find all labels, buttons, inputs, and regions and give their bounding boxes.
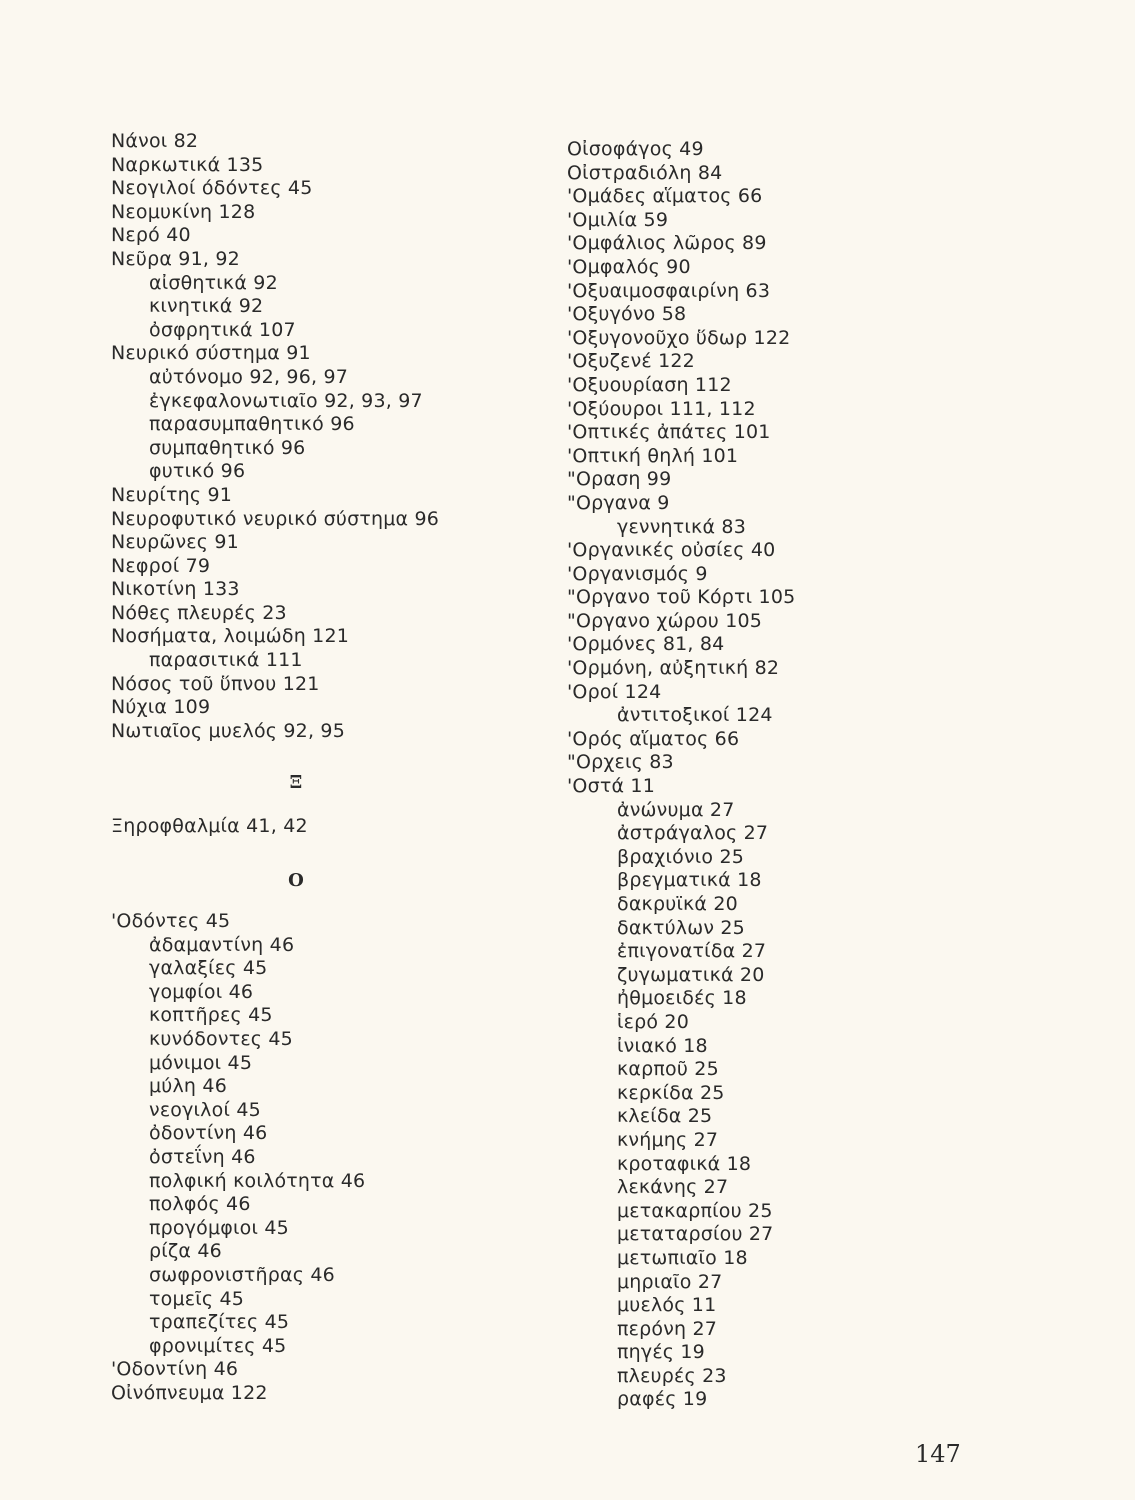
index-entry: 'Ομφάλιος λῶρος 89 (567, 232, 767, 255)
index-entry: Νευροφυτικό νευρικό σύστημα 96 (111, 507, 440, 530)
index-subentry: ἱερό 20 (617, 1010, 690, 1033)
page-number: 147 (915, 1440, 961, 1468)
index-subentry: πηγές 19 (617, 1341, 705, 1364)
index-entry: Νεφροί 79 (111, 554, 211, 577)
index-subentry: μόνιμοι 45 (149, 1051, 253, 1074)
index-subentry: λεκάνης 27 (617, 1176, 729, 1199)
index-section-xi (111, 815, 308, 839)
index-entry: "Ορχεις 83 (567, 751, 674, 774)
index-subentry: αὐτόνομο 92, 96, 97 (149, 365, 349, 388)
index-subentry: ἀστράγαλος 27 (617, 822, 769, 845)
index-column-right (567, 138, 795, 1412)
index-entry: Νάνοι 82 (111, 130, 199, 152)
index-entry: 'Ομιλία 59 (567, 208, 669, 231)
index-entry: 'Οστά 11 (567, 775, 655, 798)
section-letter-xi: Ξ (289, 772, 303, 793)
index-entry: 'Οξυαιμοσφαιρίνη 63 (567, 279, 771, 302)
index-entry: Οἰνόπνευμα 122 (111, 1381, 268, 1404)
index-entry: 'Ορμόνες 81, 84 (567, 633, 725, 656)
index-entry: Νευρίτης 91 (111, 483, 233, 506)
index-entry: Νευρικό σύστημα 91 (111, 342, 311, 365)
index-subentry: συμπαθητικό 96 (149, 436, 306, 459)
index-subentry: κλείδα 25 (617, 1105, 713, 1128)
index-entry: Νοσήματα, λοιμώδη 121 (111, 625, 350, 648)
index-entry: 'Οργανικές οὐσίες 40 (567, 539, 776, 562)
index-subentry: ἀδαμαντίνη 46 (149, 933, 295, 956)
index-subentry: ζυγωματικά 20 (617, 963, 765, 986)
index-entry: 'Οξυουρίαση 112 (567, 373, 732, 396)
index-entry: Νόσος τοῦ ὕπνου 121 (111, 672, 320, 695)
index-subentry: πλευρές 23 (617, 1364, 727, 1387)
index-entry: 'Οδοντίνη 46 (111, 1358, 239, 1381)
index-subentry: ραφές 19 (617, 1388, 708, 1411)
index-subentry: δακρυϊκά 20 (617, 893, 738, 915)
index-entry: Ξηροφθαλμία 41, 42 (111, 815, 308, 837)
index-subentry: ἀνώνυμα 27 (617, 798, 735, 821)
index-subentry: ρίζα 46 (149, 1240, 222, 1263)
index-entry: 'Οπτικές ἀπάτες 101 (567, 421, 771, 444)
index-subentry: βραχιόνιο 25 (617, 845, 745, 868)
index-entry: Νεογιλοί όδόντες 45 (111, 177, 313, 200)
index-entry: Οἰστραδιόλη 84 (567, 161, 723, 184)
index-subentry: κροταφικά 18 (617, 1152, 752, 1175)
index-entry: Ναρκωτικά 135 (111, 153, 264, 176)
index-subentry: γαλαξίες 45 (149, 957, 268, 980)
index-entry: 'Οξύουροι 111, 112 (567, 397, 756, 420)
index-section-o (111, 910, 365, 1405)
index-subentry: νεογιλοί 45 (149, 1098, 261, 1121)
index-entry: 'Οπτική θηλή 101 (567, 444, 739, 467)
index-subentry: πολφική κοιλότητα 46 (149, 1169, 366, 1192)
index-entry: 'Ορμόνη, αὐξητική 82 (567, 657, 780, 680)
index-entry: Νεῦρα 91, 92 (111, 247, 240, 270)
index-subentry: προγόμφιοι 45 (149, 1216, 289, 1239)
index-subentry: φρονιμίτες 45 (149, 1334, 287, 1357)
index-entry: Νερό 40 (111, 224, 191, 247)
index-entry: Οἰσοφάγος 49 (567, 138, 704, 160)
index-subentry: φυτικό 96 (149, 460, 246, 483)
index-subentry: κερκίδα 25 (617, 1081, 725, 1104)
index-subentry: κυνόδοντες 45 (149, 1027, 293, 1050)
index-subentry: ὀστεΐνη 46 (149, 1145, 256, 1168)
section-letter-o: O (288, 870, 304, 891)
index-entry: Νεομυκίνη 128 (111, 200, 256, 223)
index-subentry: περόνη 27 (617, 1317, 718, 1340)
index-entry: Νικοτίνη 133 (111, 578, 240, 601)
index-subentry: ἠθμοειδές 18 (617, 987, 747, 1010)
index-subentry: μετακαρπίου 25 (617, 1199, 773, 1222)
index-entry: 'Ομφαλός 90 (567, 255, 691, 278)
index-subentry: κοπτῆρες 45 (149, 1004, 273, 1027)
index-entry: 'Οξυζενέ 122 (567, 350, 695, 373)
index-entry: 'Οξυγονοῦχο ὕδωρ 122 (567, 326, 791, 349)
index-subentry: παρασιτικά 111 (149, 649, 303, 672)
index-entry: 'Οξυγόνο 58 (567, 303, 687, 326)
index-subentry: παρασυμπαθητικό 96 (149, 413, 355, 436)
index-subentry: ἀντιτοξικοί 124 (617, 704, 773, 727)
index-subentry: σωφρονιστῆρας 46 (149, 1263, 335, 1286)
index-subentry: καρποῦ 25 (617, 1058, 719, 1081)
index-subentry: τραπεζίτες 45 (149, 1311, 290, 1334)
index-subentry: πολφός 46 (149, 1193, 251, 1216)
index-subentry: δακτύλων 25 (617, 916, 745, 939)
index-subentry: ὀδοντίνη 46 (149, 1122, 268, 1145)
index-entry: 'Ομάδες αἵματος 66 (567, 185, 763, 208)
index-subentry: μύλη 46 (149, 1075, 227, 1098)
index-entry: "Οργανο τοῦ Κόρτι 105 (567, 586, 796, 609)
index-subentry: μετωπιαῖο 18 (617, 1246, 748, 1269)
index-entry: Νευρῶνες 91 (111, 531, 239, 554)
index-column-left (111, 130, 439, 743)
index-entry: 'Οδόντες 45 (111, 910, 231, 932)
index-entry: "Οργανο χώρου 105 (567, 609, 763, 632)
index-subentry: κνήμης 27 (617, 1128, 719, 1151)
index-subentry: βρεγματικά 18 (617, 869, 762, 892)
index-subentry: μυελός 11 (617, 1294, 717, 1317)
index-subentry: ἐγκεφαλονωτιαῖο 92, 93, 97 (149, 389, 423, 412)
index-subentry: γεννητικά 83 (617, 515, 746, 538)
index-subentry: μηριαῖο 27 (617, 1270, 723, 1293)
index-subentry: μεταταρσίου 27 (617, 1223, 774, 1246)
index-subentry: ὀσφρητικά 107 (149, 318, 296, 341)
index-subentry: ἐπιγονατίδα 27 (617, 940, 767, 963)
index-entry: 'Ορός αἵματος 66 (567, 727, 740, 750)
index-entry: "Οργανα 9 (567, 491, 670, 514)
index-subentry: γομφίοι 46 (149, 980, 254, 1003)
index-subentry: αἰσθητικά 92 (149, 271, 278, 294)
index-subentry: κινητικά 92 (149, 295, 264, 318)
index-entry: Νύχια 109 (111, 696, 211, 719)
index-entry: Νόθες πλευρές 23 (111, 601, 287, 624)
index-subentry: τομεῖς 45 (149, 1287, 245, 1310)
index-entry: 'Οργανισμός 9 (567, 562, 708, 585)
index-subentry: ἰνιακό 18 (617, 1034, 708, 1057)
index-entry: "Οραση 99 (567, 468, 672, 491)
index-entry: 'Οροί 124 (567, 680, 662, 703)
index-entry: Νωτιαῖος μυελός 92, 95 (111, 719, 346, 742)
